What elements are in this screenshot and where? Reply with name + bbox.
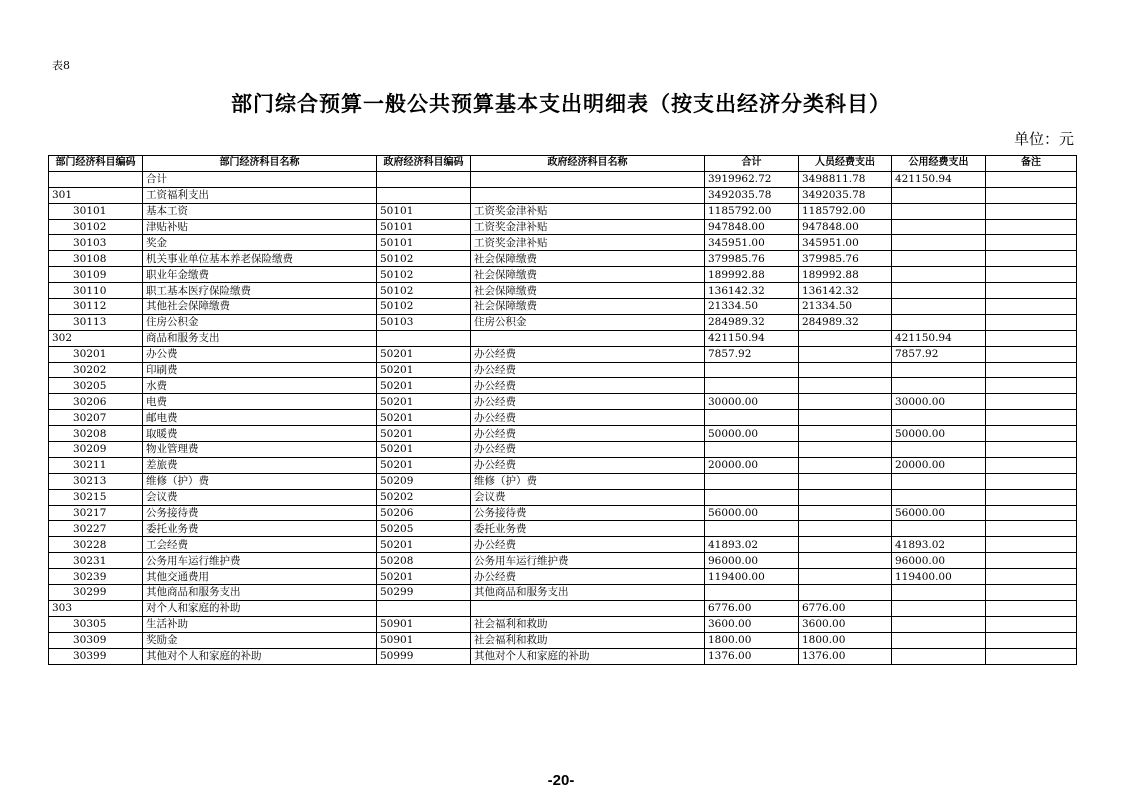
page-number: -20- [547, 772, 575, 789]
cell-gov-code [377, 600, 471, 616]
cell-public: 96000.00 [892, 553, 986, 569]
cell-personnel: 136142.32 [799, 283, 892, 299]
cell-gov-name: 委托业务费 [471, 521, 705, 537]
cell-public [892, 616, 986, 632]
cell-dept-name: 奖金 [143, 235, 377, 251]
cell-note [986, 187, 1077, 203]
cell-dept-name: 商品和服务支出 [143, 330, 377, 346]
cell-total: 30000.00 [705, 394, 799, 410]
cell-total: 50000.00 [705, 426, 799, 442]
cell-gov-code: 50103 [377, 314, 471, 330]
header-personnel: 人员经费支出 [799, 156, 892, 172]
cell-dept-name: 印刷费 [143, 362, 377, 378]
cell-gov-name: 办公经费 [471, 378, 705, 394]
cell-note [986, 267, 1077, 283]
cell-gov-name: 社会保障缴费 [471, 283, 705, 299]
table-row [49, 267, 1077, 283]
cell-total: 21334.50 [705, 299, 799, 315]
cell-personnel [799, 378, 892, 394]
cell-note [986, 203, 1077, 219]
cell-public [892, 473, 986, 489]
cell-total: 284989.32 [705, 314, 799, 330]
cell-gov-name: 维修（护）费 [471, 473, 705, 489]
table-row [49, 426, 1077, 442]
cell-dept-code: 30217 [49, 505, 143, 521]
cell-gov-code: 50201 [377, 569, 471, 585]
cell-personnel: 1185792.00 [799, 203, 892, 219]
cell-note [986, 283, 1077, 299]
header-public: 公用经费支出 [892, 156, 986, 172]
cell-gov-code: 50201 [377, 378, 471, 394]
cell-personnel: 21334.50 [799, 299, 892, 315]
cell-gov-name: 会议费 [471, 489, 705, 505]
cell-dept-name: 公务接待费 [143, 505, 377, 521]
cell-dept-code: 30202 [49, 362, 143, 378]
cell-personnel: 3492035.78 [799, 187, 892, 203]
expenditure-table [48, 155, 1077, 665]
cell-gov-code: 50102 [377, 299, 471, 315]
table-row [49, 394, 1077, 410]
cell-dept-code: 30309 [49, 632, 143, 648]
cell-note [986, 616, 1077, 632]
cell-dept-code: 30239 [49, 569, 143, 585]
cell-note [986, 314, 1077, 330]
cell-dept-name: 会议费 [143, 489, 377, 505]
cell-dept-code: 302 [49, 330, 143, 346]
cell-note [986, 489, 1077, 505]
cell-gov-code: 50201 [377, 394, 471, 410]
cell-dept-name: 合计 [143, 171, 377, 187]
cell-gov-code: 50102 [377, 267, 471, 283]
cell-dept-name: 水费 [143, 378, 377, 394]
cell-dept-code: 30206 [49, 394, 143, 410]
cell-public: 119400.00 [892, 569, 986, 585]
cell-dept-code: 303 [49, 600, 143, 616]
cell-gov-code: 50901 [377, 632, 471, 648]
cell-gov-code: 50201 [377, 537, 471, 553]
cell-total [705, 473, 799, 489]
cell-gov-code [377, 171, 471, 187]
table-row [49, 203, 1077, 219]
cell-gov-name: 社会福利和救助 [471, 632, 705, 648]
cell-gov-name: 办公经费 [471, 362, 705, 378]
cell-dept-name: 其他商品和服务支出 [143, 585, 377, 601]
table-row [49, 648, 1077, 664]
cell-total: 189992.88 [705, 267, 799, 283]
cell-dept-name: 取暖费 [143, 426, 377, 442]
unit-label: 单位：元 [1013, 130, 1074, 148]
cell-dept-code: 30209 [49, 442, 143, 458]
cell-public [892, 267, 986, 283]
cell-public [892, 187, 986, 203]
table-row [49, 346, 1077, 362]
cell-dept-name: 办公费 [143, 346, 377, 362]
cell-gov-name [471, 600, 705, 616]
cell-gov-code: 50101 [377, 203, 471, 219]
cell-total: 7857.92 [705, 346, 799, 362]
cell-gov-code [377, 187, 471, 203]
cell-note [986, 521, 1077, 537]
cell-personnel [799, 537, 892, 553]
table-header-row [49, 156, 1077, 172]
cell-personnel [799, 585, 892, 601]
cell-dept-code: 30110 [49, 283, 143, 299]
cell-dept-code: 30201 [49, 346, 143, 362]
cell-public [892, 203, 986, 219]
cell-note [986, 648, 1077, 664]
cell-gov-code: 50999 [377, 648, 471, 664]
cell-public [892, 489, 986, 505]
cell-total: 20000.00 [705, 457, 799, 473]
cell-dept-code: 30215 [49, 489, 143, 505]
cell-personnel: 947848.00 [799, 219, 892, 235]
table-row [49, 410, 1077, 426]
table-row [49, 235, 1077, 251]
cell-gov-name: 社会福利和救助 [471, 616, 705, 632]
table-row [49, 314, 1077, 330]
cell-gov-code: 50901 [377, 616, 471, 632]
cell-gov-code: 50201 [377, 457, 471, 473]
cell-public: 20000.00 [892, 457, 986, 473]
cell-dept-name: 其他社会保障缴费 [143, 299, 377, 315]
cell-total [705, 410, 799, 426]
cell-dept-name: 物业管理费 [143, 442, 377, 458]
cell-dept-code: 30213 [49, 473, 143, 489]
cell-total: 1800.00 [705, 632, 799, 648]
cell-gov-code: 50201 [377, 346, 471, 362]
table-row [49, 187, 1077, 203]
cell-dept-code [49, 171, 143, 187]
cell-gov-code: 50201 [377, 442, 471, 458]
cell-public [892, 648, 986, 664]
cell-total: 41893.02 [705, 537, 799, 553]
cell-total: 6776.00 [705, 600, 799, 616]
cell-gov-name: 工资奖金津补贴 [471, 203, 705, 219]
cell-dept-name: 机关事业单位基本养老保险缴费 [143, 251, 377, 267]
table-row [49, 362, 1077, 378]
cell-dept-name: 奖励金 [143, 632, 377, 648]
cell-gov-name: 办公经费 [471, 569, 705, 585]
cell-public: 56000.00 [892, 505, 986, 521]
cell-gov-code: 50101 [377, 219, 471, 235]
cell-total: 1376.00 [705, 648, 799, 664]
cell-personnel: 3498811.78 [799, 171, 892, 187]
cell-total [705, 521, 799, 537]
cell-gov-code: 50208 [377, 553, 471, 569]
cell-public [892, 632, 986, 648]
cell-note [986, 600, 1077, 616]
cell-public: 7857.92 [892, 346, 986, 362]
cell-gov-name: 工资奖金津补贴 [471, 219, 705, 235]
cell-note [986, 394, 1077, 410]
cell-dept-code: 30103 [49, 235, 143, 251]
header-dept-name: 部门经济科目名称 [143, 156, 377, 172]
cell-gov-code [377, 330, 471, 346]
cell-gov-name: 公务用车运行维护费 [471, 553, 705, 569]
cell-gov-code: 50209 [377, 473, 471, 489]
cell-dept-code: 30112 [49, 299, 143, 315]
table-row [49, 442, 1077, 458]
cell-personnel: 1376.00 [799, 648, 892, 664]
table-row [49, 299, 1077, 315]
cell-dept-code: 30227 [49, 521, 143, 537]
cell-note [986, 457, 1077, 473]
table-body [49, 171, 1077, 664]
table-row [49, 521, 1077, 537]
table-row [49, 330, 1077, 346]
header-dept-code: 部门经济科目编码 [49, 156, 143, 172]
cell-gov-name: 公务接待费 [471, 505, 705, 521]
cell-dept-name: 维修（护）费 [143, 473, 377, 489]
cell-total: 3919962.72 [705, 171, 799, 187]
header-total: 合计 [705, 156, 799, 172]
cell-note [986, 569, 1077, 585]
cell-dept-code: 30109 [49, 267, 143, 283]
cell-gov-code: 50206 [377, 505, 471, 521]
cell-gov-code: 50201 [377, 362, 471, 378]
cell-public [892, 219, 986, 235]
cell-dept-code: 30101 [49, 203, 143, 219]
cell-public [892, 362, 986, 378]
cell-dept-name: 职业年金缴费 [143, 267, 377, 283]
table-row [49, 569, 1077, 585]
cell-gov-name [471, 171, 705, 187]
cell-personnel [799, 569, 892, 585]
cell-dept-name: 公务用车运行维护费 [143, 553, 377, 569]
cell-dept-code: 30205 [49, 378, 143, 394]
cell-gov-name: 办公经费 [471, 426, 705, 442]
cell-dept-code: 30299 [49, 585, 143, 601]
cell-note [986, 505, 1077, 521]
cell-dept-name: 工资福利支出 [143, 187, 377, 203]
cell-personnel [799, 521, 892, 537]
cell-note [986, 346, 1077, 362]
cell-personnel [799, 489, 892, 505]
cell-note [986, 362, 1077, 378]
cell-public [892, 235, 986, 251]
cell-personnel: 345951.00 [799, 235, 892, 251]
cell-total [705, 362, 799, 378]
cell-note [986, 553, 1077, 569]
cell-note [986, 235, 1077, 251]
cell-total: 345951.00 [705, 235, 799, 251]
cell-note [986, 251, 1077, 267]
table-row [49, 585, 1077, 601]
table-row [49, 473, 1077, 489]
cell-total: 379985.76 [705, 251, 799, 267]
cell-personnel [799, 426, 892, 442]
cell-dept-name: 其他交通费用 [143, 569, 377, 585]
cell-gov-name: 办公经费 [471, 346, 705, 362]
table-number: 表8 [52, 59, 70, 72]
table-row [49, 219, 1077, 235]
cell-public: 421150.94 [892, 330, 986, 346]
cell-public [892, 521, 986, 537]
cell-personnel: 189992.88 [799, 267, 892, 283]
cell-gov-code: 50201 [377, 410, 471, 426]
cell-public [892, 600, 986, 616]
cell-personnel: 3600.00 [799, 616, 892, 632]
cell-gov-name: 办公经费 [471, 457, 705, 473]
table-row [49, 553, 1077, 569]
cell-gov-name: 办公经费 [471, 537, 705, 553]
cell-dept-name: 生活补助 [143, 616, 377, 632]
cell-personnel [799, 473, 892, 489]
header-gov-code: 政府经济科目编码 [377, 156, 471, 172]
cell-total: 136142.32 [705, 283, 799, 299]
table-row [49, 505, 1077, 521]
cell-dept-name: 邮电费 [143, 410, 377, 426]
cell-public: 421150.94 [892, 171, 986, 187]
cell-gov-name: 办公经费 [471, 410, 705, 426]
cell-personnel: 6776.00 [799, 600, 892, 616]
cell-dept-code: 30102 [49, 219, 143, 235]
cell-public [892, 442, 986, 458]
table-row [49, 283, 1077, 299]
cell-gov-code: 50299 [377, 585, 471, 601]
cell-gov-name: 住房公积金 [471, 314, 705, 330]
cell-dept-name: 其他对个人和家庭的补助 [143, 648, 377, 664]
cell-total [705, 378, 799, 394]
cell-total: 421150.94 [705, 330, 799, 346]
cell-note [986, 426, 1077, 442]
cell-personnel [799, 457, 892, 473]
cell-total: 3492035.78 [705, 187, 799, 203]
cell-total [705, 442, 799, 458]
cell-note [986, 219, 1077, 235]
table-row [49, 489, 1077, 505]
cell-gov-name: 办公经费 [471, 394, 705, 410]
cell-public [892, 314, 986, 330]
cell-gov-code: 50102 [377, 283, 471, 299]
cell-personnel: 379985.76 [799, 251, 892, 267]
cell-gov-name [471, 330, 705, 346]
cell-note [986, 171, 1077, 187]
cell-dept-code: 30399 [49, 648, 143, 664]
cell-dept-name: 差旅费 [143, 457, 377, 473]
cell-dept-code: 30211 [49, 457, 143, 473]
cell-dept-code: 30231 [49, 553, 143, 569]
table-row [49, 378, 1077, 394]
cell-personnel [799, 410, 892, 426]
cell-gov-name [471, 187, 705, 203]
cell-public [892, 410, 986, 426]
cell-dept-code: 30207 [49, 410, 143, 426]
cell-personnel [799, 442, 892, 458]
cell-gov-name: 其他商品和服务支出 [471, 585, 705, 601]
table-row [49, 251, 1077, 267]
table-row [49, 537, 1077, 553]
cell-gov-code: 50202 [377, 489, 471, 505]
cell-dept-name: 职工基本医疗保险缴费 [143, 283, 377, 299]
cell-public [892, 251, 986, 267]
cell-gov-code: 50102 [377, 251, 471, 267]
cell-dept-name: 对个人和家庭的补助 [143, 600, 377, 616]
table-row [49, 171, 1077, 187]
cell-total: 56000.00 [705, 505, 799, 521]
cell-public: 30000.00 [892, 394, 986, 410]
cell-personnel [799, 505, 892, 521]
cell-dept-name: 住房公积金 [143, 314, 377, 330]
cell-personnel [799, 346, 892, 362]
cell-total [705, 489, 799, 505]
cell-dept-name: 津贴补贴 [143, 219, 377, 235]
cell-total: 119400.00 [705, 569, 799, 585]
cell-personnel [799, 362, 892, 378]
cell-gov-code: 50101 [377, 235, 471, 251]
table-row [49, 457, 1077, 473]
cell-dept-name: 工会经费 [143, 537, 377, 553]
cell-public [892, 283, 986, 299]
cell-note [986, 410, 1077, 426]
cell-personnel: 284989.32 [799, 314, 892, 330]
cell-note [986, 585, 1077, 601]
cell-public: 41893.02 [892, 537, 986, 553]
table-row [49, 600, 1077, 616]
cell-dept-code: 30228 [49, 537, 143, 553]
table-row [49, 616, 1077, 632]
cell-personnel [799, 330, 892, 346]
cell-total: 3600.00 [705, 616, 799, 632]
cell-note [986, 632, 1077, 648]
cell-gov-code: 50205 [377, 521, 471, 537]
cell-personnel: 1800.00 [799, 632, 892, 648]
cell-note [986, 299, 1077, 315]
table-row [49, 632, 1077, 648]
cell-gov-name: 社会保障缴费 [471, 267, 705, 283]
cell-gov-name: 社会保障缴费 [471, 251, 705, 267]
page-title: 部门综合预算一般公共预算基本支出明细表（按支出经济分类科目） [231, 92, 891, 116]
cell-dept-name: 基本工资 [143, 203, 377, 219]
cell-note [986, 378, 1077, 394]
cell-dept-code: 30305 [49, 616, 143, 632]
cell-dept-name: 委托业务费 [143, 521, 377, 537]
cell-dept-name: 电费 [143, 394, 377, 410]
cell-gov-name: 社会保障缴费 [471, 299, 705, 315]
cell-public [892, 299, 986, 315]
cell-total: 1185792.00 [705, 203, 799, 219]
cell-total: 96000.00 [705, 553, 799, 569]
cell-total [705, 585, 799, 601]
cell-dept-code: 30113 [49, 314, 143, 330]
cell-note [986, 473, 1077, 489]
cell-personnel [799, 394, 892, 410]
cell-dept-code: 301 [49, 187, 143, 203]
cell-dept-code: 30208 [49, 426, 143, 442]
cell-gov-name: 其他对个人和家庭的补助 [471, 648, 705, 664]
cell-gov-name: 工资奖金津补贴 [471, 235, 705, 251]
cell-note [986, 330, 1077, 346]
cell-gov-name: 办公经费 [471, 442, 705, 458]
cell-public: 50000.00 [892, 426, 986, 442]
cell-personnel [799, 553, 892, 569]
header-note: 备注 [986, 156, 1077, 172]
cell-total: 947848.00 [705, 219, 799, 235]
cell-public [892, 378, 986, 394]
cell-public [892, 585, 986, 601]
cell-note [986, 442, 1077, 458]
cell-note [986, 537, 1077, 553]
cell-gov-code: 50201 [377, 426, 471, 442]
header-gov-name: 政府经济科目名称 [471, 156, 705, 172]
cell-dept-code: 30108 [49, 251, 143, 267]
